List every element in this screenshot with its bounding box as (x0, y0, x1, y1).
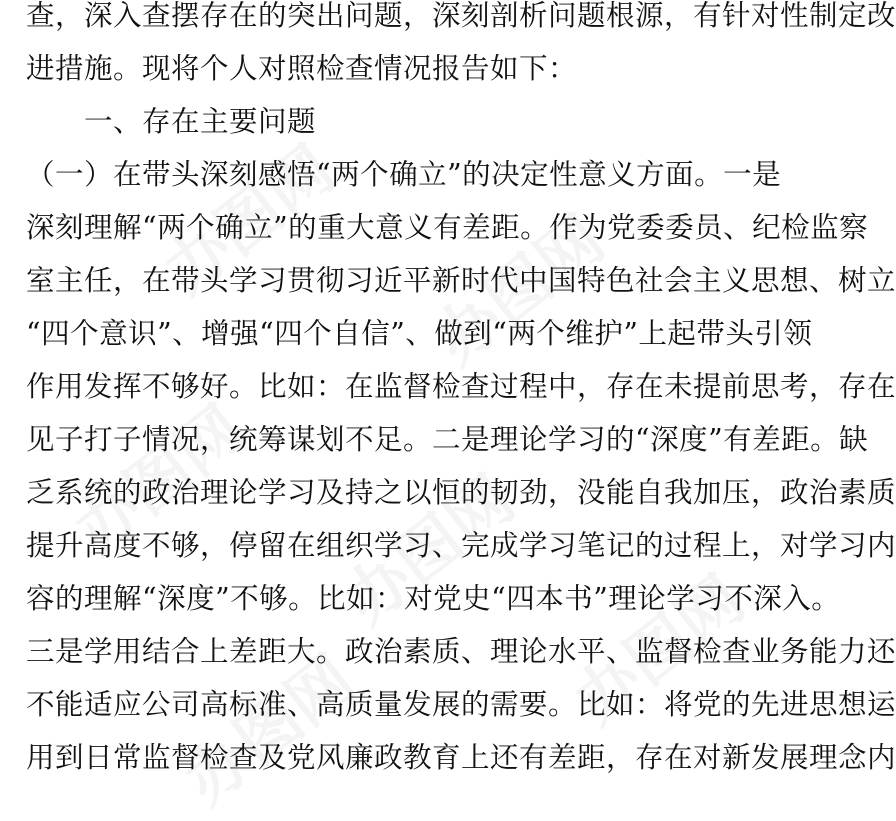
text-line: 容的理解“深度”不够。比如：对党史“四本书”理论学习不深入。 (26, 582, 841, 615)
text-line: 作用发挥不够好。比如：在监督检查过程中，存在未提前思考，存在 (26, 370, 896, 403)
subsection-heading: （一）在带头深刻感悟“两个确立”的决定性意义方面。一是 (26, 158, 782, 191)
text-line: 用到日常监督检查及党风廉政教育上还有差距，存在对新发展理念内 (26, 741, 896, 774)
watermark: 办图网 (171, 642, 369, 819)
text-line: 三是学用结合上差距大。政治素质、理论水平、监督检查业务能力还 (26, 635, 896, 668)
text-line: 深刻理解“两个确立”的重大意义有差距。作为党委委员、纪检监察 (26, 211, 869, 244)
section-heading: 一、存在主要问题 (84, 105, 317, 138)
text-line: 进措施。现将个人对照检查情况报告如下： (26, 52, 578, 85)
text-line: 乏系统的政治理论学习及持之以恒的韧劲，没能自我加压，政治素质 (26, 476, 896, 509)
watermark: 办图网 (421, 202, 619, 379)
watermark: 办图网 (61, 392, 259, 569)
watermark: 办图网 (331, 462, 529, 639)
text-line: 提升高度不够，停留在组织学习、完成学习笔记的过程上，对学习内 (26, 529, 896, 562)
watermark: 办图网 (151, 132, 349, 309)
text-line: “四个意识”、增强“四个自信”、做到“两个维护”上起带头引领 (26, 317, 813, 350)
text-line: 见子打子情况，统筹谋划不足。二是理论学习的“深度”有差距。缺 (26, 423, 869, 456)
text-line: 不能适应公司高标准、高质量发展的需要。比如：将党的先进思想运 (26, 688, 896, 721)
text-line: 查，深入查摆存在的突出问题，深刻剖析问题根源，有针对性制定改 (26, 0, 896, 32)
text-line: 室主任，在带头学习贯彻习近平新时代中国特色社会主义思想、树立 (26, 264, 896, 297)
watermark: 办图网 (561, 562, 759, 739)
